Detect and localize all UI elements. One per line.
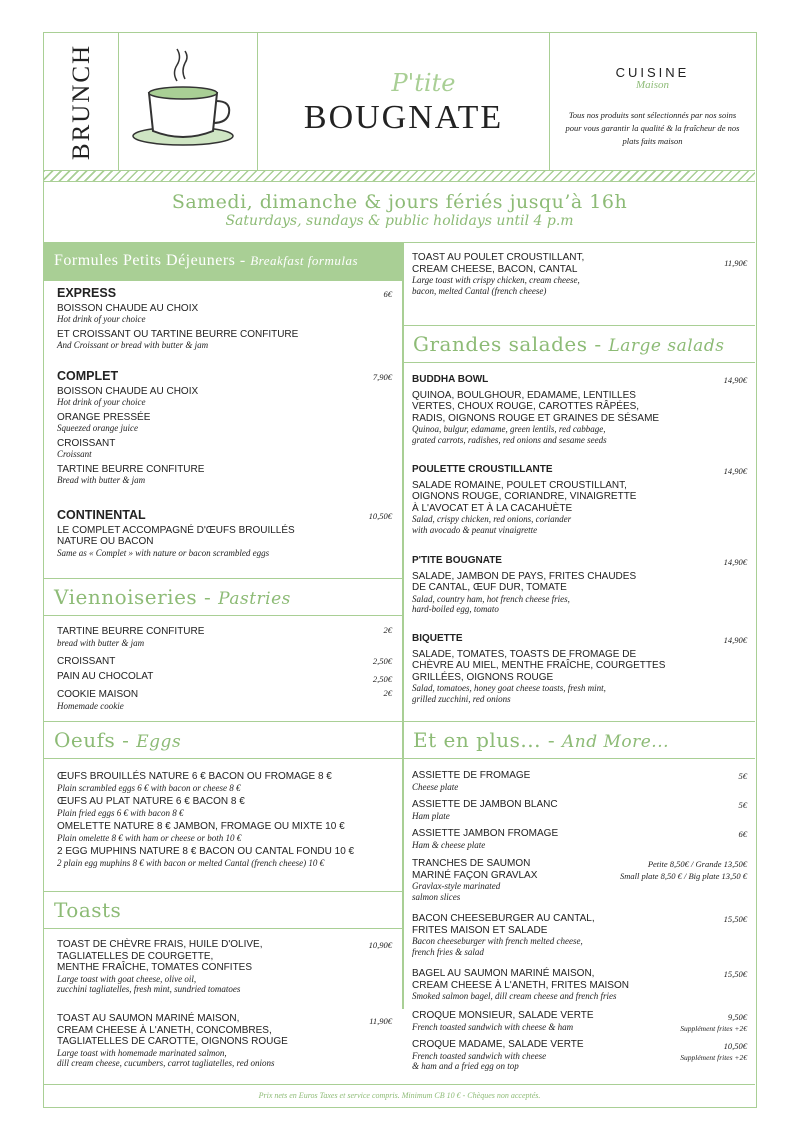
- section-salades: [403, 325, 755, 363]
- more-bagel: [412, 968, 692, 1002]
- express-l1: BOISSON CHAUDE AU CHOIX: [57, 302, 199, 314]
- salade-en: grated carrots, radishes, red onions and sesame seeds: [412, 434, 607, 445]
- complet-l3-en: Croissant: [57, 449, 92, 459]
- viennoiserie-en: bread with butter & jam: [57, 637, 145, 648]
- salade-name: BIQUETTE: [412, 633, 463, 644]
- more-en: Gravlax-style marinated: [412, 881, 501, 891]
- salade-en: hard-boiled egg, tomato: [412, 604, 499, 614]
- salade-en: grilled zucchini, red onions: [412, 693, 511, 704]
- hatch-divider: [44, 170, 755, 182]
- cuisine-title: CUISINE: [615, 65, 690, 80]
- more-croque-madame: [412, 1039, 652, 1072]
- salades-title-en: Large salads: [608, 336, 725, 356]
- oeuf-en: 2 plain egg muphins 8 € with bacon or melted Cantal (french cheese) 10 €: [57, 857, 325, 868]
- toast-poulet-price: 11,90€: [724, 258, 747, 268]
- viennoiserie-price: 2,50€: [372, 674, 392, 684]
- opening-days: [44, 183, 755, 243]
- oeuf-fr: ŒUFS BROUILLÉS NATURE 6 € BACON OU FROMAGE 8 €: [57, 771, 332, 782]
- viennoiserie-name: COOKIE MAISON: [57, 689, 139, 700]
- salade-ptite-bougnate: [412, 555, 702, 615]
- formules-title-en: Breakfast formulas: [250, 253, 359, 268]
- toast-line: MENTHE FRAÎCHE, TOMATES CONFITES: [57, 962, 253, 973]
- salade-poulette: [412, 464, 702, 535]
- days-fr: Samedi, dimanche & jours fériés jusqu’à 16h: [171, 191, 628, 213]
- salade-en: Quinoa, bulgur, edamame, green lentils, red cabbage,: [412, 424, 606, 434]
- viennoiserie-price: 2,50€: [372, 656, 392, 666]
- salade-line: OIGNONS ROUGE, CORIANDRE, VINAIGRETTE: [412, 491, 637, 502]
- viennoiseries-title: Viennoiseries -: [54, 585, 219, 609]
- more-en: Ham plate: [412, 810, 450, 821]
- cuisine-script: Maison: [636, 79, 669, 91]
- more-fromage: [412, 770, 642, 792]
- toast-line: TOAST AU POULET CROUSTILLANT,: [412, 252, 585, 263]
- complet-l3: CROISSANT: [57, 437, 116, 449]
- more-price: 15,50€: [723, 969, 747, 979]
- section-toasts: [44, 891, 402, 929]
- more-fr: CREAM CHEESE À L'ANETH, FRITES MAISON: [412, 979, 629, 991]
- complet-price: 7,90€: [372, 372, 392, 382]
- salade-en: Salad, tomatoes, honey goat cheese toasts, fresh mint,: [412, 683, 606, 693]
- brunch-label: BRUNCH: [68, 43, 95, 161]
- viennoiserie-en: Homemade cookie: [57, 700, 124, 711]
- toast-line: TAGLIATELLES DE COURGETTE,: [57, 950, 214, 962]
- more-price: 5€: [738, 771, 747, 781]
- viennoiserie-name: PAIN AU CHOCOLAT: [57, 671, 154, 682]
- salade-line: DE CANTAL, ŒUF DUR, TOMATE: [412, 582, 567, 593]
- more-en: & ham and a fried egg on top: [412, 1061, 519, 1071]
- viennoiserie-name: TARTINE BEURRE CONFITURE: [57, 626, 205, 637]
- express-l1-en: Hot drink of your choice: [57, 314, 146, 324]
- more-price: 15,50€: [723, 914, 747, 924]
- more-en: French toasted sandwich with cheese: [412, 1050, 547, 1061]
- toast-en: Large toast with goat cheese, olive oil,: [57, 973, 197, 984]
- more-supplement: Supplément frites +2€: [680, 1024, 747, 1033]
- complet-l1: BOISSON CHAUDE AU CHOIX: [57, 385, 199, 397]
- header: [44, 33, 755, 171]
- viennoiserie-price: 2€: [383, 688, 392, 698]
- salade-name: POULETTE CROUSTILLANTE: [412, 464, 553, 475]
- salade-line: RADIS, OIGNONS ROUGE ET GRAINES DE SÉSAME: [412, 412, 660, 424]
- more-jambon: [412, 799, 642, 821]
- more-en: french fries & salad: [412, 946, 484, 957]
- toast-en: Large toast with homemade marinated salmon,: [57, 1047, 227, 1058]
- more-price: 6€: [738, 829, 747, 839]
- salade-line: SALADE, TOMATES, TOASTS DE FROMAGE DE: [412, 648, 637, 660]
- toast-saumon-price: 11,90€: [369, 1016, 392, 1026]
- toast-en: zucchini tagliatelles, fresh mint, sundried tomatoes: [57, 984, 241, 994]
- more-title: Et en plus... -: [413, 728, 562, 752]
- brunch-cell: [44, 33, 119, 171]
- viennoiserie-name: CROISSANT: [57, 656, 116, 667]
- complet-l4: TARTINE BEURRE CONFITURE: [57, 463, 205, 475]
- toast-saumon: [57, 1013, 377, 1069]
- days-en: Saturdays, sundays & public holidays until 4 p.m: [225, 213, 574, 229]
- salade-line: SALADE, JAMBON DE PAYS, FRITES CHAUDES: [412, 570, 637, 582]
- salade-price: 14,90€: [723, 557, 747, 567]
- toast-en: dill cream cheese, cucumbers, carrot tagliatelles, red onions: [57, 1058, 275, 1068]
- section-viennoiseries: [44, 578, 402, 616]
- salade-name: BUDDHA BOWL: [412, 374, 489, 385]
- oeuf-en: Plain scrambled eggs 6 € with bacon or cheese 8 €: [57, 782, 241, 793]
- logo-title: BOUGNATE: [303, 99, 504, 136]
- continental-name: CONTINENTAL: [57, 508, 146, 522]
- continental-l1b: NATURE OU BACON: [57, 536, 154, 547]
- complet-l2-en: Squeezed orange juice: [57, 423, 138, 433]
- toasts-title: Toasts: [54, 898, 122, 922]
- more-fr: ASSIETTE JAMBON FROMAGE: [412, 828, 559, 839]
- more-en: Bacon cheeseburger with french melted cheese,: [412, 936, 583, 946]
- salade-line: VERTES, CHOUX ROUGE, CAROTTES RÂPÉES,: [412, 401, 640, 412]
- express-name: EXPRESS: [57, 286, 117, 300]
- continental-price: 10,50€: [368, 511, 392, 521]
- section-more: [403, 721, 755, 759]
- more-saumon-price-en: Small plate 8,50 € / Big plate 13,50 €: [619, 871, 747, 881]
- toast-chevre: [57, 939, 377, 995]
- oeufs-title-en: Eggs: [136, 732, 182, 752]
- more-burger: [412, 913, 672, 957]
- toast-line: CREAM CHEESE À L'ANETH, CONCOMBRES,: [57, 1024, 272, 1036]
- oeuf-en: Plain omelette 8 € with ham or cheese or both 10 €: [57, 832, 242, 843]
- more-fr: ASSIETTE DE JAMBON BLANC: [412, 799, 558, 810]
- complet-l2: ORANGE PRESSÉE: [57, 411, 151, 423]
- cuisine-maison-cell: [550, 33, 755, 171]
- more-fr: ASSIETTE DE FROMAGE: [412, 770, 531, 781]
- more-fr: MARINÉ FAÇON GRAVLAX: [412, 869, 538, 881]
- logo-script: P'tite: [391, 69, 456, 97]
- salade-line: QUINOA, BOULGHOUR, EDAMAME, LENTILLES: [412, 389, 636, 401]
- salade-line: À L'AVOCAT ET À LA CACAHUÈTE: [412, 502, 573, 514]
- coffee-cup-cell: [119, 33, 258, 171]
- cuisine-text: Tous nos produits sont sélectionnés par nos soins pour vous garantir la qualité & la fraîcheur de nos plats faits maison: [565, 110, 740, 146]
- salade-buddha: [412, 374, 702, 445]
- salade-en: Salad, crispy chicken, red onions, coriander: [412, 514, 572, 524]
- more-supplement: Supplément frites +2€: [680, 1053, 747, 1062]
- formules-title: Formules Petits Déjeuners -: [54, 252, 251, 269]
- salade-line: SALADE ROMAINE, POULET CROUSTILLANT,: [412, 479, 627, 491]
- more-title-en: And More...: [561, 732, 670, 752]
- toast-line: TOAST DE CHÈVRE FRAIS, HUILE D'OLIVE,: [57, 939, 263, 950]
- continental-l1: LE COMPLET ACCOMPAGNÉ D'ŒUFS BROUILLÉS: [57, 524, 295, 536]
- oeuf-fr: OMELETTE NATURE 8 € JAMBON, FROMAGE OU MIXTE 10 €: [57, 821, 345, 832]
- salade-price: 14,90€: [723, 375, 747, 385]
- more-jambon-fromage: [412, 828, 642, 850]
- toast-line: TOAST AU SAUMON MARINÉ MAISON,: [57, 1013, 240, 1024]
- salade-line: CHÈVRE AU MIEL, MENTHE FRAÎCHE, COURGETTES: [412, 660, 666, 671]
- salade-name: P'TITE BOUGNATE: [412, 555, 502, 566]
- logo-cell: [258, 33, 550, 171]
- more-fr: CROQUE MADAME, SALADE VERTE: [412, 1039, 584, 1050]
- more-croque-monsieur: [412, 1010, 652, 1032]
- viennoiseries-title-en: Pastries: [218, 589, 291, 609]
- more-en: Cheese plate: [412, 781, 459, 792]
- complet-name: COMPLET: [57, 369, 119, 383]
- salade-price: 14,90€: [723, 635, 747, 645]
- coffee-cup-icon: [119, 33, 258, 171]
- salade-biquette: [412, 633, 702, 704]
- more-en: French toasted sandwich with cheese & ham: [412, 1021, 574, 1032]
- more-fr: CROQUE MONSIEUR, SALADE VERTE: [412, 1010, 594, 1021]
- salades-title: Grandes salades -: [413, 332, 609, 356]
- salade-en: Salad, country ham, hot french cheese fries,: [412, 593, 570, 604]
- more-price: 10,50€: [723, 1041, 747, 1051]
- toast-en: bacon, melted Cantal (french cheese): [412, 285, 547, 296]
- more-en: Smoked salmon bagel, dill cream cheese and french fries: [412, 991, 617, 1001]
- oeuf-en: Plain fried eggs 6 € with bacon 8 €: [57, 807, 184, 818]
- more-price: 5€: [738, 800, 747, 810]
- oeufs-list: [57, 771, 397, 868]
- viennoiserie-price: 2€: [383, 625, 392, 635]
- salade-en: with avocado & peanut vinaigrette: [412, 524, 538, 535]
- toast-poulet: [412, 252, 682, 296]
- more-fr: BAGEL AU SAUMON MARINÉ MAISON,: [412, 968, 595, 979]
- footer-note: Prix nets en Euros Taxes et service compris. Minimum CB 10 € - Chèques non acceptés.: [44, 1084, 755, 1108]
- toast-en: Large toast with crispy chicken, cream cheese,: [412, 275, 580, 285]
- toast-line: CREAM CHEESE, BACON, CANTAL: [412, 263, 578, 275]
- section-oeufs: [44, 721, 402, 759]
- toast-line: TAGLIATELLES DE CAROTTE, OIGNONS ROUGE: [57, 1036, 288, 1047]
- express-l2-en: And Croissant or bread with butter & jam: [57, 340, 209, 350]
- salade-line: GRILLÉES, OIGNONS ROUGE: [412, 671, 554, 683]
- more-en: Ham & cheese plate: [412, 839, 486, 850]
- oeufs-title: Oeufs -: [54, 728, 137, 752]
- continental-l1-en: Same as « Complet » with nature or bacon scrambled eggs: [57, 547, 270, 558]
- section-formules: [44, 243, 402, 281]
- toast-chevre-price: 10,90€: [368, 940, 392, 950]
- oeuf-fr: ŒUFS AU PLAT NATURE 6 € BACON 8 €: [57, 796, 245, 807]
- oeuf-fr: 2 EGG MUPHINS NATURE 8 € BACON OU CANTAL FONDU 10 €: [57, 846, 355, 857]
- more-en: salmon slices: [412, 891, 461, 902]
- complet-l4-en: Bread with butter & jam: [57, 475, 146, 485]
- more-saumon-price: Petite 8,50€ / Grande 13,50€: [647, 859, 747, 869]
- express-l2: ET CROISSANT OU TARTINE BEURRE CONFITURE: [57, 328, 299, 340]
- more-fr: BACON CHEESEBURGER AU CANTAL,: [412, 913, 595, 924]
- more-price: 9,50€: [727, 1012, 747, 1022]
- more-fr: TRANCHES DE SAUMON: [412, 858, 531, 869]
- complet-l1-en: Hot drink of your choice: [57, 397, 146, 407]
- salade-price: 14,90€: [723, 466, 747, 476]
- menu-frame: [43, 32, 757, 1108]
- more-fr: FRITES MAISON ET SALADE: [412, 924, 548, 936]
- express-price: 6€: [383, 289, 392, 299]
- formule-complet: [57, 371, 392, 486]
